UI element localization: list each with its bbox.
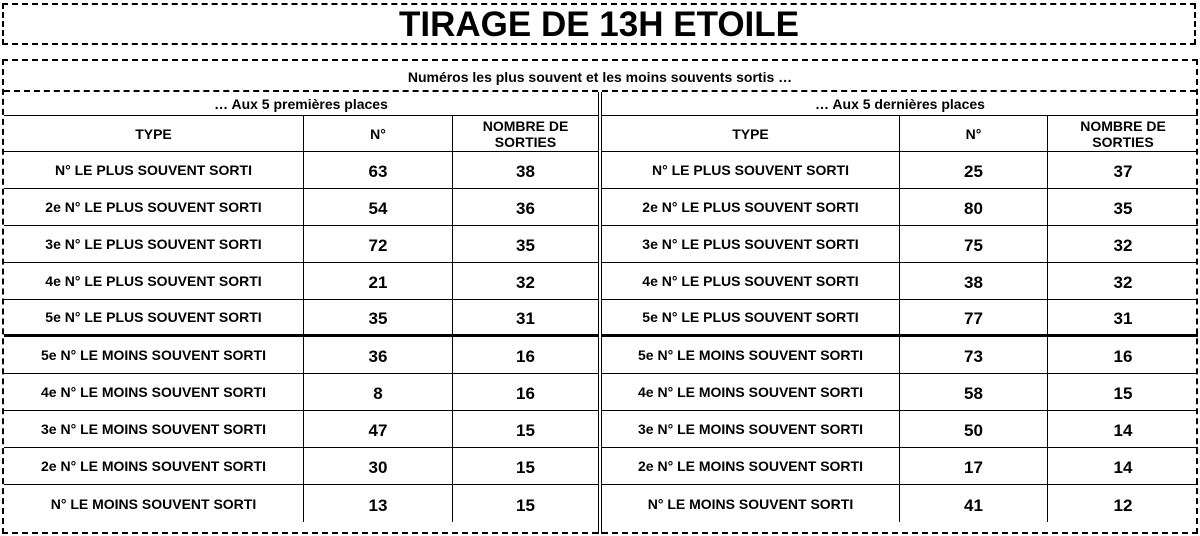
table-row [4, 485, 598, 522]
right-rows [602, 152, 1198, 522]
row-type-label: 4e N° LE PLUS SOUVENT SORTI [602, 263, 900, 299]
table-row [602, 337, 1198, 374]
table-row [4, 189, 598, 226]
row-number: 77 [900, 300, 1048, 334]
stats-table [2, 59, 1198, 534]
row-number: 30 [304, 448, 453, 484]
row-type-label: 2e N° LE PLUS SOUVENT SORTI [4, 189, 304, 225]
table-row [602, 300, 1198, 337]
table-row [4, 300, 598, 337]
table-row [4, 448, 598, 485]
row-draw-count: 37 [1113, 162, 1133, 181]
column-header-number: N° [304, 116, 453, 151]
row-type-label: 5e N° LE PLUS SOUVENT SORTI [4, 300, 304, 334]
row-draw-count: 14 [1113, 421, 1133, 440]
row-number: 13 [304, 485, 453, 522]
right-header-row [602, 116, 1198, 152]
left-section [4, 92, 598, 534]
row-type-label: 5e N° LE MOINS SOUVENT SORTI [4, 337, 304, 373]
row-type-label: 2e N° LE MOINS SOUVENT SORTI [4, 448, 304, 484]
row-type-label: N° LE PLUS SOUVENT SORTI [4, 152, 304, 188]
row-type-label: 4e N° LE MOINS SOUVENT SORTI [602, 374, 900, 410]
row-number: 38 [900, 263, 1048, 299]
row-draw-count: 16 [516, 347, 535, 366]
right-section-heading: … Aux 5 dernières places [602, 92, 1198, 116]
row-type-label: N° LE MOINS SOUVENT SORTI [602, 485, 900, 522]
column-header-count: NOMBRE DE SORTIES [482, 117, 569, 150]
row-number: 72 [304, 226, 453, 262]
table-row [4, 263, 598, 300]
row-type-label: 3e N° LE MOINS SOUVENT SORTI [4, 411, 304, 447]
row-draw-count: 32 [1113, 236, 1133, 255]
page-title: TIRAGE DE 13H ETOILE [399, 4, 799, 44]
row-type-label: N° LE MOINS SOUVENT SORTI [4, 485, 304, 522]
row-number: 41 [900, 485, 1048, 522]
row-number: 58 [900, 374, 1048, 410]
row-draw-count: 16 [1113, 347, 1133, 366]
row-draw-count: 38 [516, 162, 535, 181]
row-number: 75 [900, 226, 1048, 262]
table-row [602, 485, 1198, 522]
left-rows [4, 152, 598, 522]
row-draw-count: 35 [516, 236, 535, 255]
row-draw-count: 15 [516, 458, 535, 477]
table-row [4, 411, 598, 448]
title-box [2, 3, 1196, 45]
row-number: 8 [304, 374, 453, 410]
table-row [4, 374, 598, 411]
row-number: 47 [304, 411, 453, 447]
table-row [602, 263, 1198, 300]
row-draw-count: 35 [1113, 199, 1133, 218]
table-row [602, 152, 1198, 189]
row-type-label: 3e N° LE PLUS SOUVENT SORTI [602, 226, 900, 262]
row-draw-count: 31 [516, 309, 535, 328]
column-header-type: TYPE [602, 116, 900, 151]
row-draw-count: 32 [516, 273, 535, 292]
column-header-count: NOMBRE DE SORTIES [1080, 117, 1166, 150]
row-draw-count: 12 [1113, 495, 1133, 515]
row-number: 25 [900, 152, 1048, 188]
row-number: 17 [900, 448, 1048, 484]
row-number: 21 [304, 263, 453, 299]
row-number: 73 [900, 337, 1048, 373]
row-type-label: 2e N° LE PLUS SOUVENT SORTI [602, 189, 900, 225]
table-row [4, 152, 598, 189]
column-header-number: N° [900, 116, 1048, 151]
table-row [602, 226, 1198, 263]
row-type-label: 2e N° LE MOINS SOUVENT SORTI [602, 448, 900, 484]
left-header-row [4, 116, 598, 152]
row-number: 50 [900, 411, 1048, 447]
row-draw-count: 14 [1113, 458, 1133, 477]
row-draw-count: 15 [1113, 384, 1133, 403]
row-type-label: N° LE PLUS SOUVENT SORTI [602, 152, 900, 188]
row-draw-count: 15 [516, 421, 535, 440]
row-number: 35 [304, 300, 453, 334]
row-draw-count: 31 [1113, 309, 1133, 328]
row-number: 80 [900, 189, 1048, 225]
table-row [602, 411, 1198, 448]
row-number: 63 [304, 152, 453, 188]
table-caption: Numéros les plus souvent et les moins souvents sortis … [407, 68, 793, 85]
row-type-label: 5e N° LE PLUS SOUVENT SORTI [602, 300, 900, 334]
table-row [4, 226, 598, 263]
row-type-label: 3e N° LE MOINS SOUVENT SORTI [602, 411, 900, 447]
row-number: 36 [304, 337, 453, 373]
row-draw-count: 32 [1113, 273, 1133, 292]
row-number: 54 [304, 189, 453, 225]
table-row [602, 189, 1198, 226]
row-type-label: 3e N° LE PLUS SOUVENT SORTI [4, 226, 304, 262]
table-row [602, 374, 1198, 411]
row-type-label: 4e N° LE PLUS SOUVENT SORTI [4, 263, 304, 299]
left-section-heading: … Aux 5 premières places [4, 92, 598, 116]
right-section [602, 92, 1198, 534]
row-type-label: 4e N° LE MOINS SOUVENT SORTI [4, 374, 304, 410]
table-row [4, 337, 598, 374]
row-type-label: 5e N° LE MOINS SOUVENT SORTI [602, 337, 900, 373]
table-row [602, 448, 1198, 485]
column-header-type: TYPE [4, 116, 304, 151]
row-draw-count: 15 [516, 495, 535, 515]
row-draw-count: 16 [516, 384, 535, 403]
row-draw-count: 36 [516, 199, 535, 218]
